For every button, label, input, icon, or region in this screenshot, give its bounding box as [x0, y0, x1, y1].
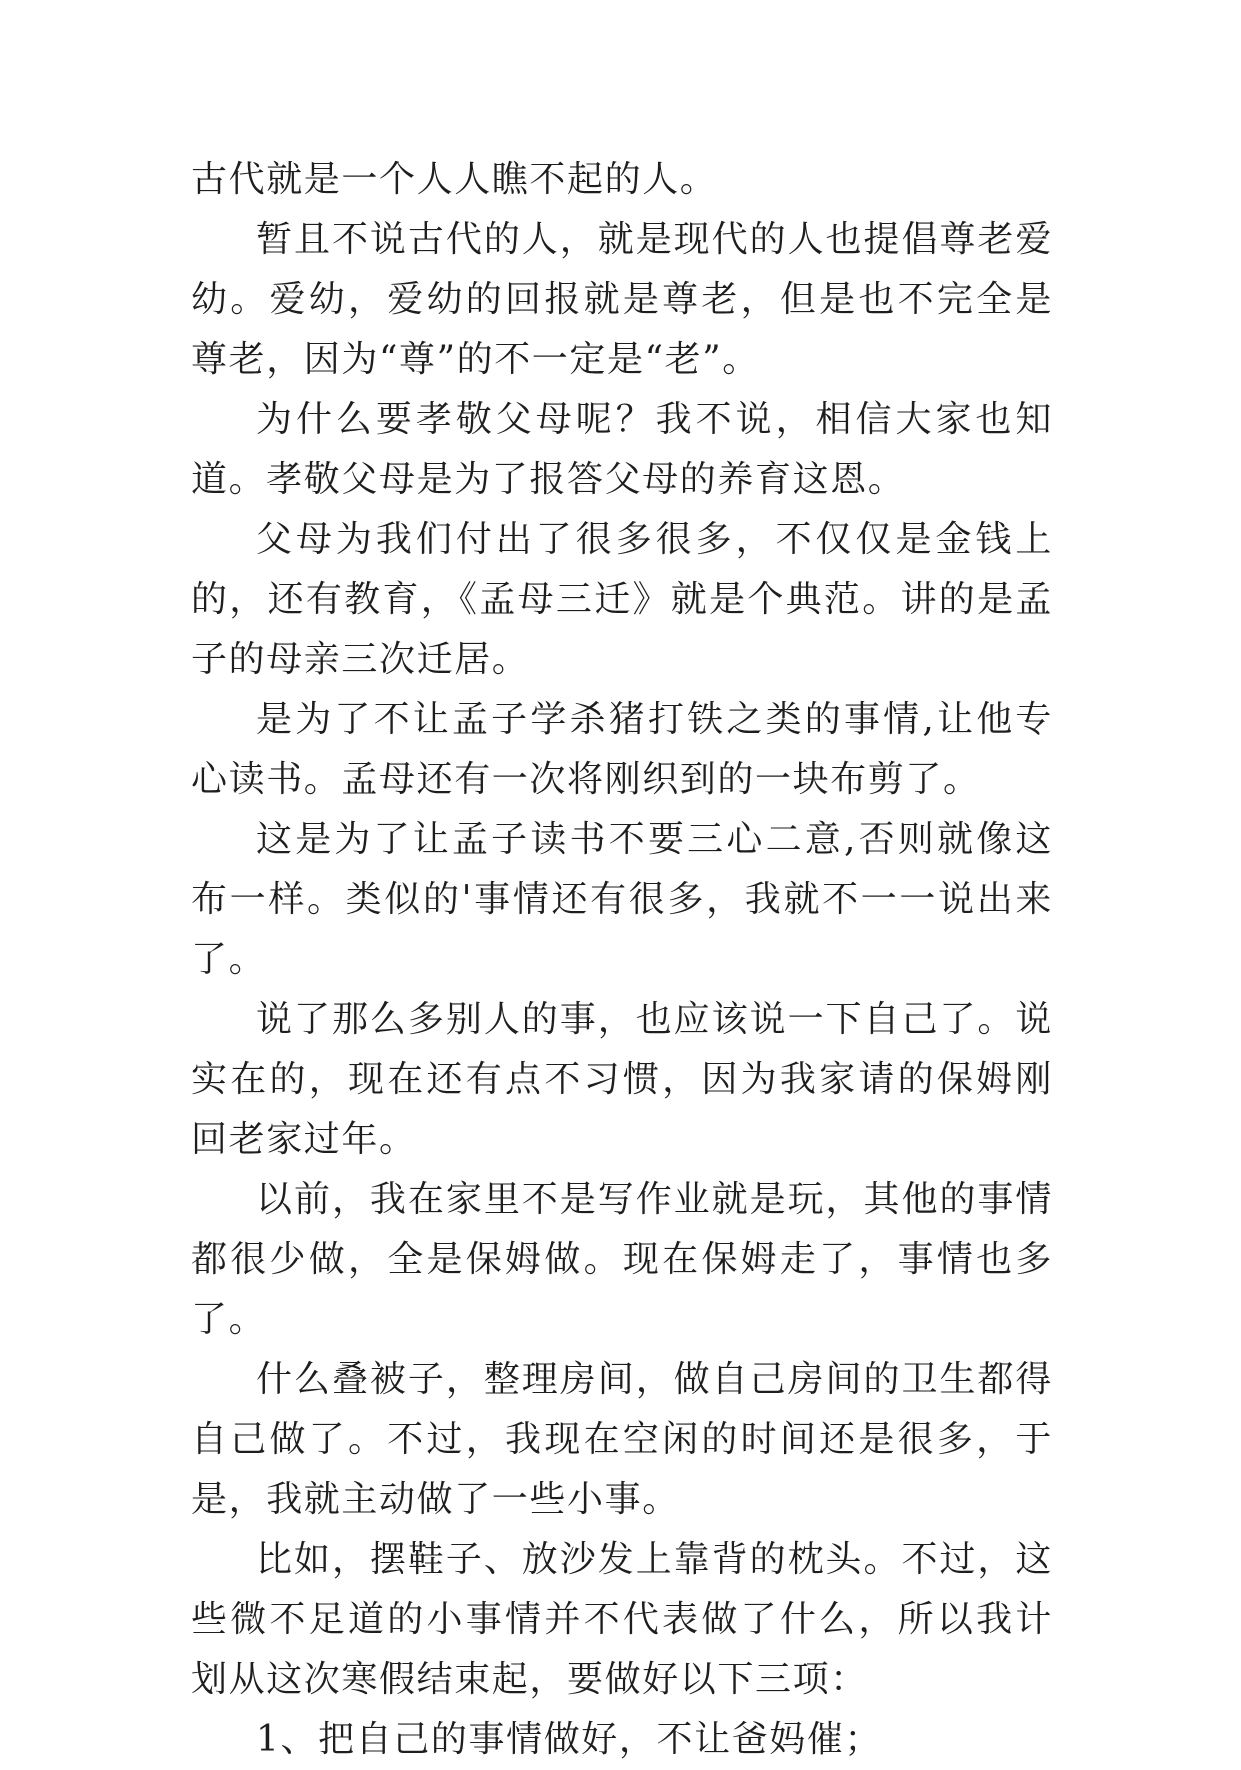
paragraph-7: 说了那么多别人的事，也应该说一下自己了。说实在的，现在还有点不习惯，因为我家请的保姆刚回老家过年。 — [191, 999, 1053, 1160]
paragraph-3: 为什么要孝敬父母呢？我不说，相信大家也知道。孝敬父母是为了报答父母的养育这恩。 — [191, 399, 1053, 500]
paragraph-6: 这是为了让孟子读书不要三心二意,否则就像这布一样。类似的'事情还有很多，我就不一一说出来了。 — [191, 819, 1053, 980]
paragraph-10: 比如，摆鞋子、放沙发上靠背的枕头。不过，这些微不足道的小事情并不代表做了什么，所以我计划从这次寒假结束起，要做好以下三项： — [191, 1539, 1053, 1700]
paragraph-1: 古代就是一个人人瞧不起的人。 — [191, 159, 718, 200]
paragraph-4: 父母为我们付出了很多很多，不仅仅是金钱上的，还有教育，《孟母三迁》就是个典范。讲的是孟子的母亲三次迁居。 — [191, 519, 1053, 680]
paragraph-2: 暂且不说古代的人，就是现代的人也提倡尊老爱幼。爱幼，爱幼的回报就是尊老，但是也不完全是尊老，因为“尊”的不一定是“老”。 — [191, 219, 1053, 380]
paragraph-9: 什么叠被子，整理房间，做自己房间的卫生都得自己做了。不过，我现在空闲的时间还是很多，于是，我就主动做了一些小事。 — [191, 1359, 1053, 1520]
paragraph-8: 以前，我在家里不是写作业就是玩，其他的事情都很少做，全是保姆做。现在保姆走了，事情也多了。 — [191, 1179, 1053, 1340]
paragraph-5: 是为了不让孟子学杀猪打铁之类的事情,让他专心读书。孟母还有一次将刚织到的一块布剪了。 — [191, 699, 1053, 800]
list-item-1: 1、把自己的事情做好，不让爸妈催； — [256, 1719, 883, 1760]
document-body — [191, 150, 1053, 1770]
